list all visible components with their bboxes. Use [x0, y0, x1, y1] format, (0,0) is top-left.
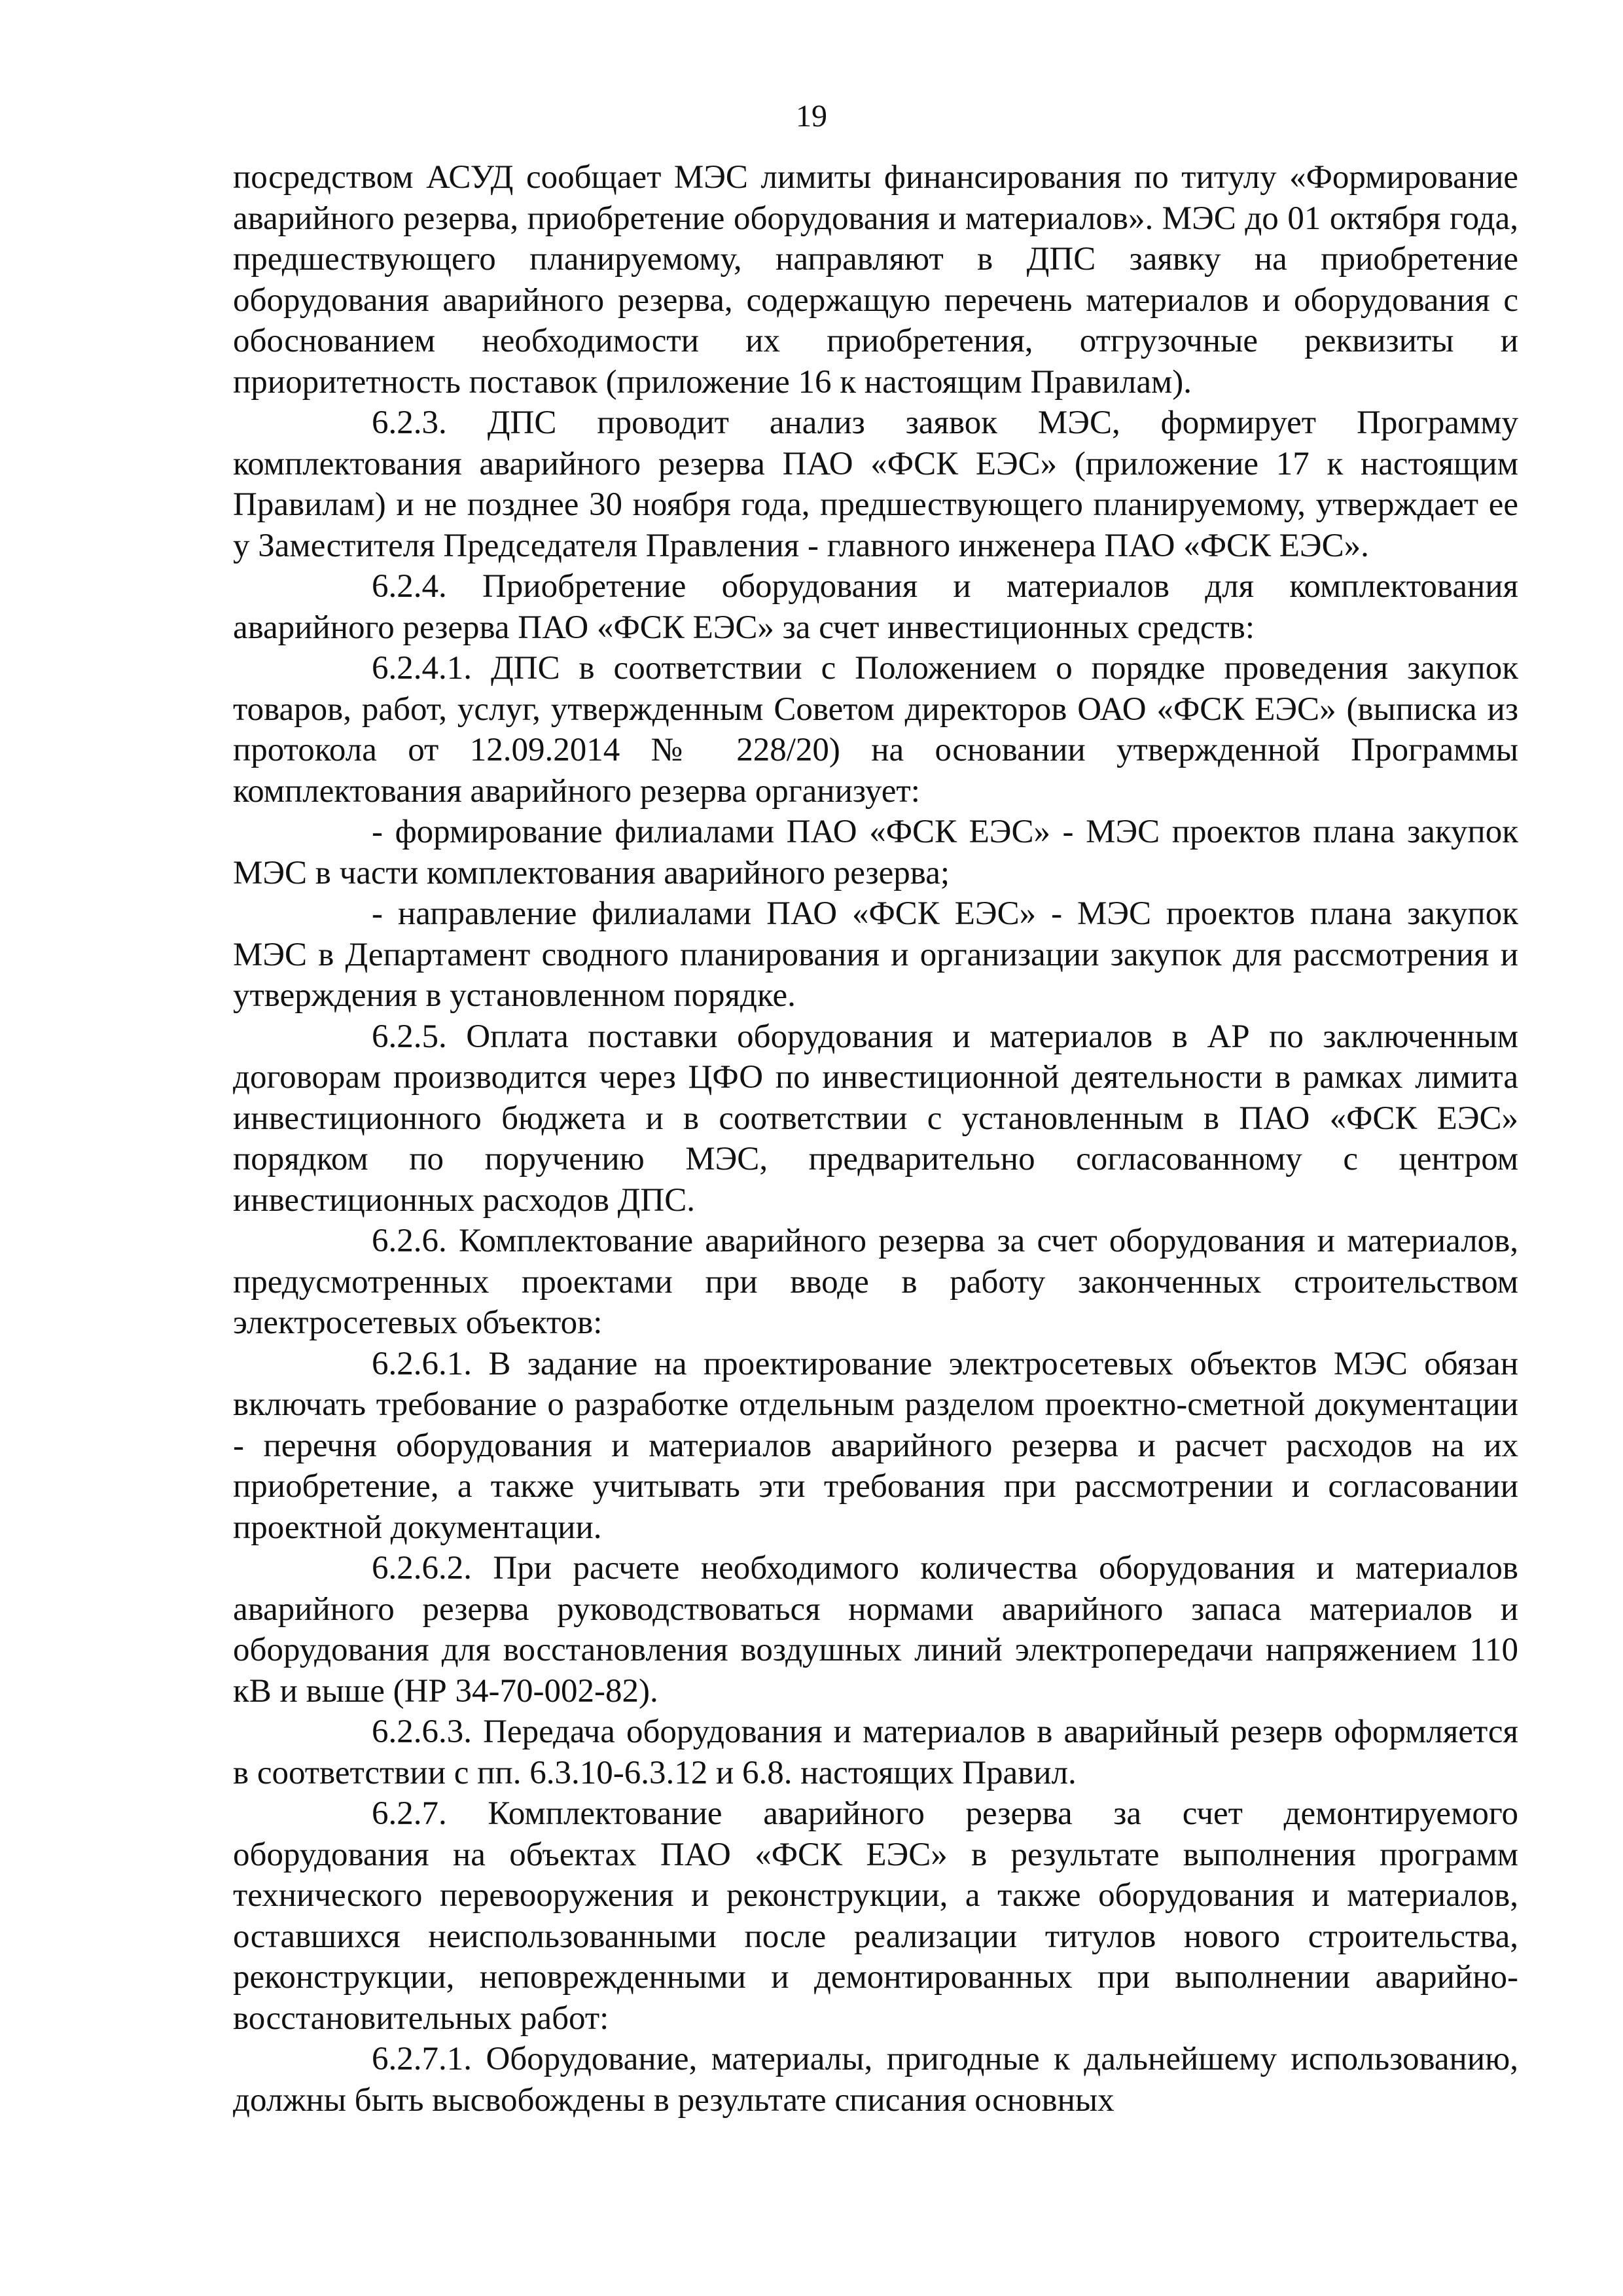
paragraph-continuation: посредством АСУД сообщает МЭС лимиты финансирования по титулу «Формирование аварийного резерва, приобретение оборудования и материалов». МЭС до 01 октября года, предшествующего планируемому, направляют в ДПС заявку на приобретение оборудования аварийного резерва, содержащую перечень материалов и оборудования с обоснованием необходимости их приобретения, отгрузочные реквизиты и приоритетность поставок (приложение 16 к настоящим Правилам). — [233, 159, 1518, 401]
paragraph-6-2-6-1: 6.2.6.1. В задание на проектирование электросетевых объектов МЭС обязан включать требование о разработке отдельным разделом проектно-сметной документации - перечня оборудования и материалов аварийного резерва и расчет расходов на их приобретение, а также учитывать эти требования при рассмотрении и согласовании проектной документации. — [233, 1345, 1518, 1546]
paragraph-6-2-7-1: 6.2.7.1. Оборудование, материалы, пригодные к дальнейшему использованию, должны быть высвобождены в результате списания основных — [233, 2041, 1518, 2119]
paragraph-6-2-6-2: 6.2.6.2. При расчете необходимого количества оборудования и материалов аварийного резерва руководствоваться нормами аварийного запаса материалов и оборудования для восстановления воздушных линий электропередачи напряжением 110 кВ и выше (НР 34-70-002-82). — [233, 1550, 1518, 1710]
paragraph-6-2-4-1: 6.2.4.1. ДПС в соответствии с Положением о порядке проведения закупок товаров, работ, услуг, утвержденным Советом директоров ОАО «ФСК ЕЭС» (выписка из протокола от 12.09.2014 № 228/20) на основании утвержденной Программы комплектования аварийного резерва организует: — [233, 650, 1518, 810]
paragraph-6-2-5: 6.2.5. Оплата поставки оборудования и материалов в АР по заключенным договорам производится через ЦФО по инвестиционной деятельности в рамках лимита инвестиционного бюджета и в соответствии с установленным в ПАО «ФСК ЕЭС» порядком по поручению МЭС, предварительно согласованному с центром инвестиционных расходов ДПС. — [233, 1018, 1518, 1219]
paragraph-6-2-3: 6.2.3. ДПС проводит анализ заявок МЭС, формирует Программу комплектования аварийного резерва ПАО «ФСК ЕЭС» (приложение 17 к настоящим Правилам) и не позднее 30 ноября года, предшествующего планируемому, утверждает ее у Заместителя Председателя Правления - главного инженера ПАО «ФСК ЕЭС». — [233, 404, 1518, 564]
page-number: 19 — [796, 99, 827, 134]
list-item-formation: - формирование филиалами ПАО «ФСК ЕЭС» - МЭС проектов плана закупок МЭС в части комплектования аварийного резерва; — [233, 814, 1518, 891]
paragraph-6-2-6-3: 6.2.6.3. Передача оборудования и материалов в аварийный резерв оформляется в соответствии с пп. 6.3.10-6.3.12 и 6.8. настоящих Правил. — [233, 1713, 1518, 1791]
document-body — [233, 157, 1518, 2121]
paragraph-6-2-6: 6.2.6. Комплектование аварийного резерва за счет оборудования и материалов, предусмотренных проектами при вводе в работу законченных строительством электросетевых объектов: — [233, 1223, 1518, 1341]
paragraph-6-2-4: 6.2.4. Приобретение оборудования и материалов для комплектования аварийного резерва ПАО «ФСК ЕЭС» за счет инвестиционных средств: — [233, 568, 1518, 646]
paragraph-6-2-7: 6.2.7. Комплектование аварийного резерва за счет демонтируемого оборудования на объектах ПАО «ФСК ЕЭС» в результате выполнения программ технического перевооружения и реконструкции, а также оборудования и материалов, оставшихся неиспользованными после реализации титулов нового строительства, реконструкции, неповрежденными и демонтированных при выполнении аварийно-восстановительных работ: — [233, 1795, 1518, 2037]
list-item-direction: - направление филиалами ПАО «ФСК ЕЭС» - МЭС проектов плана закупок МЭС в Департамент сводного планирования и организации закупок для рассмотрения и утверждения в установленном порядке. — [233, 895, 1518, 1014]
